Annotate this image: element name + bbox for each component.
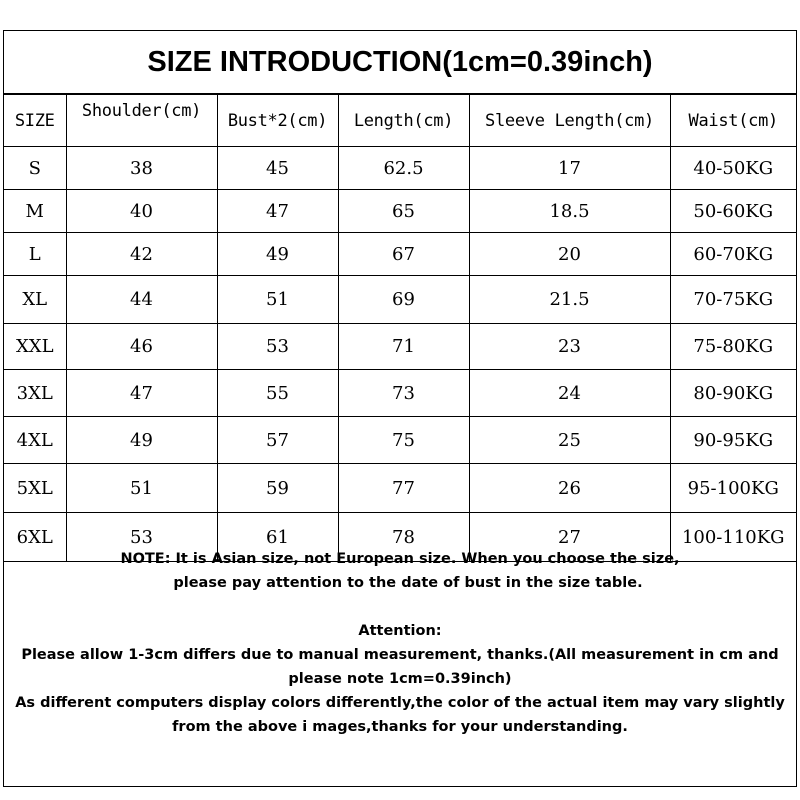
cell-size: XXL [4, 324, 66, 370]
attention-line: from the above i mages,thanks for your understanding. [172, 719, 628, 735]
cell-sleeve-length: 17 [469, 147, 670, 190]
size-chart-frame [3, 30, 797, 787]
cell-shoulder: 47 [66, 370, 217, 417]
cell-sleeve-length: 26 [469, 464, 670, 513]
table-row [4, 233, 796, 276]
cell-length: 69 [338, 276, 469, 324]
size-table [4, 94, 796, 562]
note-line: NOTE: It is Asian size, not European size. When you choose the size, [120, 551, 680, 567]
table-row [4, 417, 796, 464]
page-title: SIZE INTRODUCTION(1cm=0.39inch) [4, 31, 796, 94]
cell-sleeve-length: 18.5 [469, 190, 670, 233]
cell-length: 65 [338, 190, 469, 233]
cell-size: S [4, 147, 66, 190]
cell-shoulder: 44 [66, 276, 217, 324]
cell-size: 3XL [4, 370, 66, 417]
table-row [4, 190, 796, 233]
table-row [4, 147, 796, 190]
cell-waist: 80-90KG [670, 370, 796, 417]
cell-bust: 47 [217, 190, 338, 233]
attention-line: Please allow 1-3cm differs due to manual measurement, thanks.(All measurement in cm and [21, 647, 779, 663]
cell-size: 5XL [4, 464, 66, 513]
cell-length: 75 [338, 417, 469, 464]
cell-length: 71 [338, 324, 469, 370]
attention-heading: Attention: [358, 623, 442, 639]
cell-bust: 51 [217, 276, 338, 324]
cell-shoulder: 40 [66, 190, 217, 233]
cell-waist: 50-60KG [670, 190, 796, 233]
cell-sleeve-length: 27 [469, 513, 670, 562]
cell-waist: 90-95KG [670, 417, 796, 464]
cell-bust: 61 [217, 513, 338, 562]
cell-size: 4XL [4, 417, 66, 464]
cell-shoulder: 46 [66, 324, 217, 370]
cell-waist: 100-110KG [670, 513, 796, 562]
cell-bust: 49 [217, 233, 338, 276]
cell-bust: 57 [217, 417, 338, 464]
cell-sleeve-length: 21.5 [469, 276, 670, 324]
cell-length: 73 [338, 370, 469, 417]
cell-size: 6XL [4, 513, 66, 562]
cell-shoulder: 38 [66, 147, 217, 190]
header-shoulder: Shoulder(cm) [66, 95, 217, 147]
cell-waist: 75-80KG [670, 324, 796, 370]
note-line: please pay attention to the date of bust in the size table. [173, 575, 643, 591]
header-bust: Bust*2(cm) [217, 95, 338, 147]
attention-line: please note 1cm=0.39inch) [288, 671, 512, 687]
cell-sleeve-length: 25 [469, 417, 670, 464]
header-size: SIZE [4, 95, 66, 147]
cell-length: 78 [338, 513, 469, 562]
table-row [4, 370, 796, 417]
cell-size: M [4, 190, 66, 233]
cell-length: 67 [338, 233, 469, 276]
size-table-body [4, 147, 796, 562]
cell-waist: 70-75KG [670, 276, 796, 324]
header-waist: Waist(cm) [670, 95, 796, 147]
table-header-row [4, 95, 796, 147]
cell-bust: 45 [217, 147, 338, 190]
cell-size: XL [4, 276, 66, 324]
cell-length: 77 [338, 464, 469, 513]
cell-shoulder: 42 [66, 233, 217, 276]
table-row [4, 464, 796, 513]
cell-length: 62.5 [338, 147, 469, 190]
header-length: Length(cm) [338, 95, 469, 147]
table-row [4, 324, 796, 370]
cell-waist: 95-100KG [670, 464, 796, 513]
cell-size: L [4, 233, 66, 276]
attention-line: As different computers display colors differently,the color of the actual item may vary slightly [15, 695, 785, 711]
cell-bust: 59 [217, 464, 338, 513]
cell-shoulder: 49 [66, 417, 217, 464]
notes-section [4, 547, 796, 739]
cell-shoulder: 53 [66, 513, 217, 562]
cell-waist: 40-50KG [670, 147, 796, 190]
cell-waist: 60-70KG [670, 233, 796, 276]
cell-sleeve-length: 23 [469, 324, 670, 370]
cell-bust: 55 [217, 370, 338, 417]
cell-shoulder: 51 [66, 464, 217, 513]
cell-sleeve-length: 20 [469, 233, 670, 276]
cell-sleeve-length: 24 [469, 370, 670, 417]
header-sleeve-length: Sleeve Length(cm) [469, 95, 670, 147]
table-row [4, 276, 796, 324]
cell-bust: 53 [217, 324, 338, 370]
